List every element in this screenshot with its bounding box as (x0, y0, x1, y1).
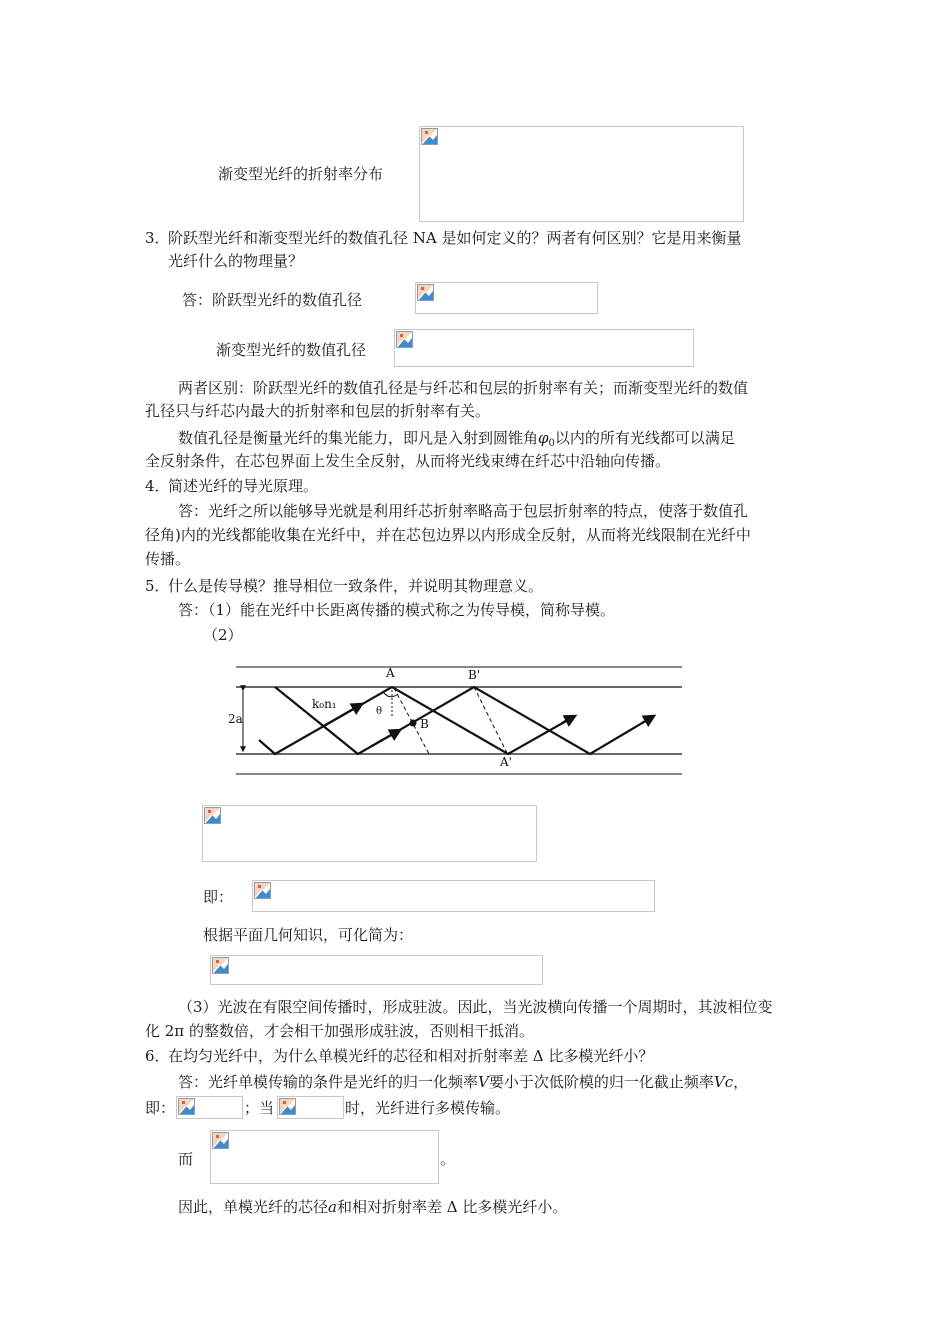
q3-difference-line2: 孔径只与纤芯内最大的折射率和包层的折射率有关。 (145, 402, 491, 420)
q3-answer-graded: 渐变型光纤的数值孔径 (216, 341, 367, 359)
q6-answer-line1: 答：光纤单模传输的条件是光纤的归一化频率V要小于次低阶模的归一化截止频率Vc， (178, 1073, 749, 1091)
broken-image-icon (421, 128, 438, 145)
step-na-formula-image (415, 282, 598, 314)
q5-number: 5． (145, 577, 170, 595)
broken-image-icon (396, 331, 413, 348)
q4-answer-line3: 传播。 (145, 550, 191, 568)
point-b-dot (410, 720, 417, 727)
label-theta: θ (376, 706, 383, 717)
q3-difference-line1: 两者区别：阶跃型光纤的数值孔径是与纤芯和包层的折射率有关；而渐变型光纤的数值 (178, 379, 749, 397)
ray-arrow-2-end (642, 716, 654, 723)
fiber-ray-diagram (222, 660, 692, 782)
q6-separator: ；当 (244, 1099, 275, 1117)
simplified-equation-image (210, 955, 543, 985)
graded-index-formula-image (419, 126, 744, 222)
single-mode-condition-image (176, 1096, 243, 1119)
label-k0n1: k₀n₁ (312, 697, 337, 711)
label-b: B (420, 717, 429, 731)
q5-answer2-label: （2） (203, 626, 243, 644)
q6-multimode-text: 时，光纤进行多模传输。 (345, 1099, 511, 1117)
label-b-prime: B' (468, 668, 481, 682)
q4-number: 4． (145, 477, 170, 495)
v-definition-formula-image (210, 1130, 439, 1184)
graded-na-formula-image (394, 329, 694, 367)
q6-ji-label: 即： (145, 1099, 176, 1117)
q6-period: 。 (440, 1150, 456, 1168)
q6-er-label: 而 (178, 1150, 194, 1168)
broken-image-icon (417, 284, 434, 301)
graded-index-label: 渐变型光纤的折射率分布 (218, 165, 384, 183)
label-a-prime: A' (500, 755, 512, 769)
q5-geometry-note: 根据平面几何知识，可化简为： (203, 926, 414, 944)
phi-symbol: φ (538, 429, 549, 447)
theta-angle-arc (384, 693, 398, 697)
q5-ji-label: 即： (203, 888, 234, 906)
broken-image-icon (212, 957, 229, 974)
q5-answer3-line2: 化 2π 的整数倍，才会相干加强形成驻波，否则相干抵消。 (145, 1022, 534, 1040)
broken-image-icon (204, 807, 221, 824)
q5-question: 什么是传导模？推导相位一致条件，并说明其物理意义。 (168, 577, 544, 595)
q3-measure-line1: 数值孔径是衡量光纤的集光能力，即凡是入射到圆锥角$\varphi_0$以内的所有光线都可以满足 (178, 429, 735, 449)
phase-equation-image (252, 880, 655, 912)
q4-answer-line2: 径角)内的光线都能收集在光纤中，并在芯包边界以内形成全反射，从而将光线限制在光纤中 (145, 526, 751, 544)
q3-question-line2: 光纤什么的物理量？ (168, 252, 304, 270)
q3-answer-step: 答：阶跃型光纤的数值孔径 (182, 291, 363, 309)
q5-answer3-line1: （3）光波在有限空间传播时，形成驻波。因此，当光波横向传播一个周期时，其波相位变 (178, 998, 773, 1016)
q3-number: 3． (145, 229, 170, 247)
q6-conclusion: 因此，单模光纤的芯径a和相对折射率差 Δ 比多模光纤小。 (178, 1198, 568, 1216)
broken-image-icon (212, 1132, 229, 1149)
q5-answer1: 答：（1）能在光纤中长距离传播的模式称之为传导模，简称导模。 (178, 601, 616, 619)
label-2a: 2a (228, 712, 243, 726)
q4-answer-line1: 答：光纤之所以能够导光就是利用纤芯折射率略高于包层折射率的特点，使落于数值孔 (178, 502, 749, 520)
broken-image-icon (178, 1098, 195, 1115)
ray-arrow-1-end (562, 716, 575, 723)
phase-condition-formula-image (202, 805, 537, 862)
broken-image-icon (254, 882, 271, 899)
q3-measure-line2: 全反射条件，在芯包界面上发生全反射，从而将光线束缚在纤芯中沿轴向传播。 (145, 452, 671, 470)
q3-question-line1: 阶跃型光纤和渐变型光纤的数值孔径 NA 是如何定义的？两者有何区别？它是用来衡量 (168, 229, 742, 247)
ray-arrow-2-mid (372, 730, 400, 746)
q6-number: 6． (145, 1047, 170, 1065)
q4-question: 简述光纤的导光原理。 (168, 477, 319, 495)
broken-image-icon (279, 1098, 296, 1115)
q6-question: 在均匀光纤中，为什么单模光纤的芯径和相对折射率差 Δ 比多模光纤小？ (168, 1047, 654, 1065)
label-a: A (386, 666, 395, 680)
multi-mode-condition-image (277, 1096, 344, 1119)
